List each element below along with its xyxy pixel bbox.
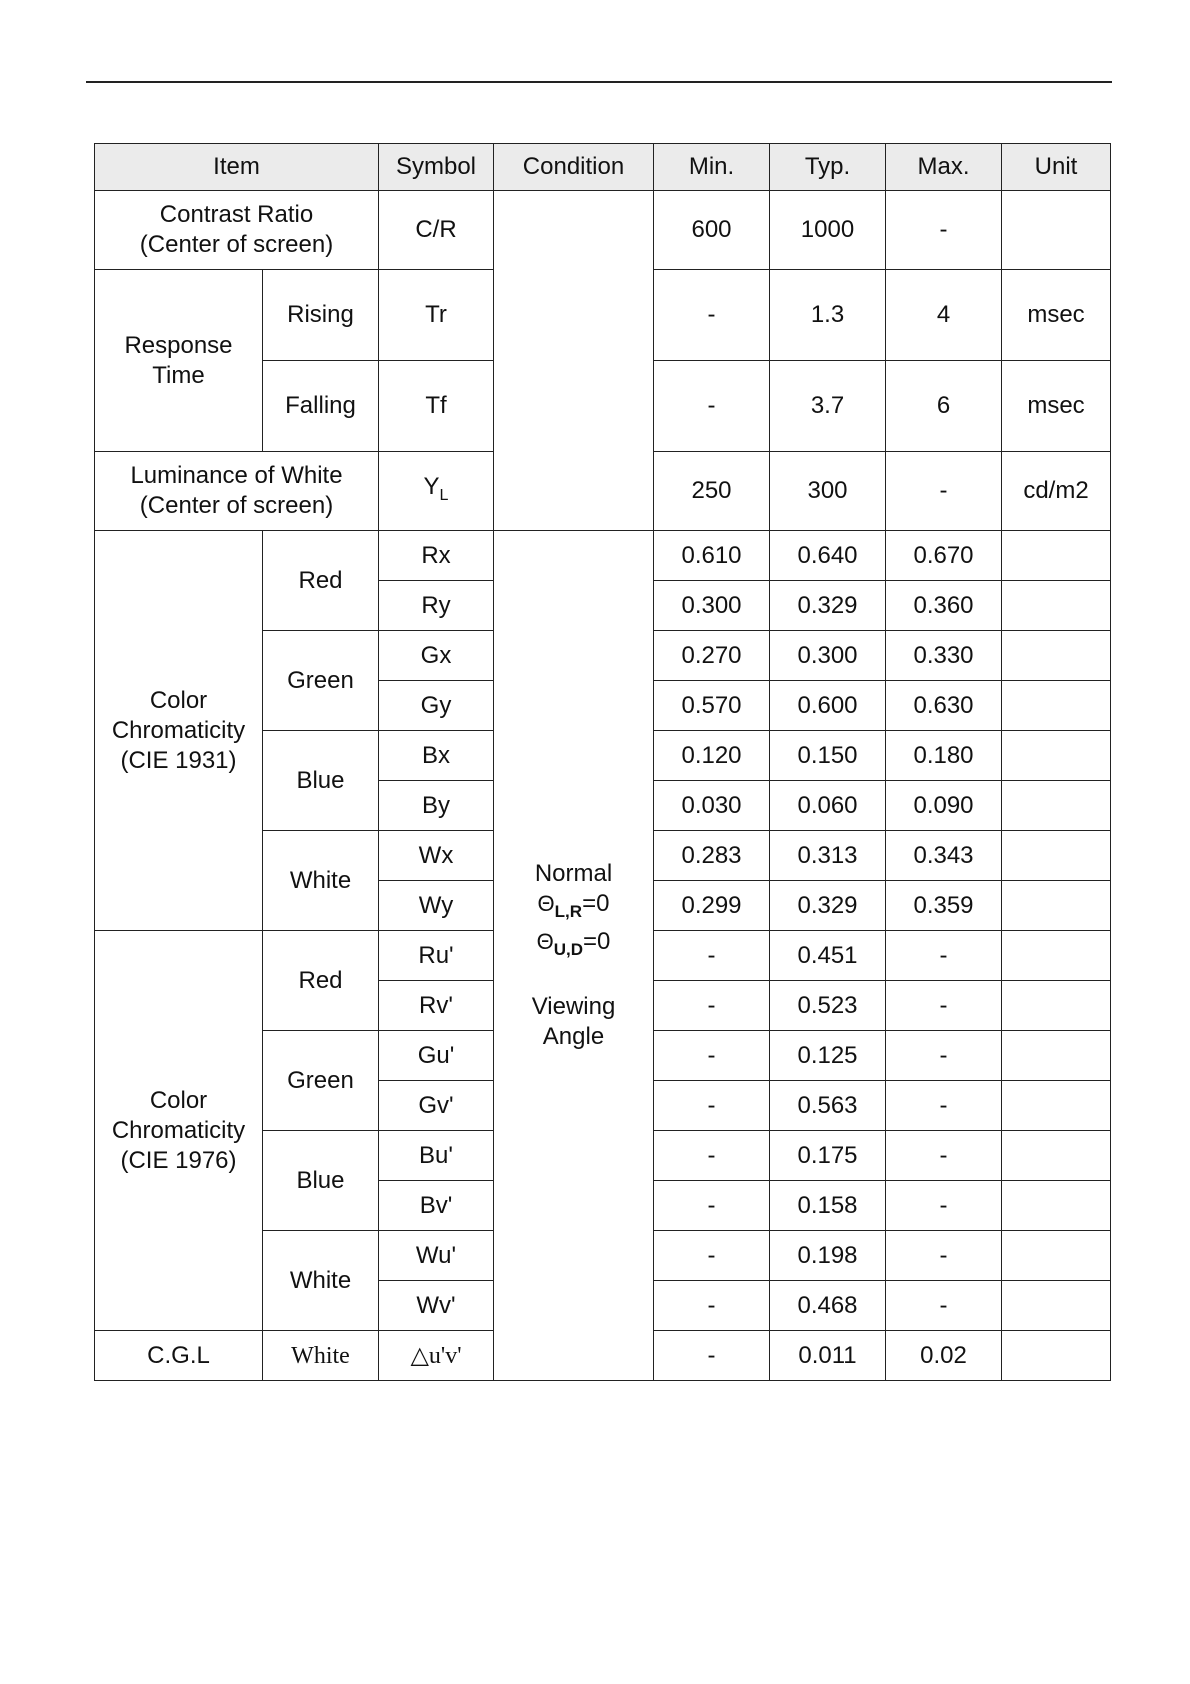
rising-max: 4 (886, 270, 1002, 361)
contrast-item-line1: Contrast Ratio (159, 201, 314, 228)
top-rule (86, 81, 1112, 83)
contrast-row (95, 191, 1111, 270)
condition-cell (494, 531, 654, 1381)
chroma-typ: 0.313 (770, 831, 886, 881)
response-item-line2: Time (152, 361, 205, 389)
header-unit: Unit (1002, 144, 1111, 191)
chroma-color: White (263, 1231, 379, 1331)
chroma-min: - (654, 1031, 770, 1081)
chroma-color: Blue (263, 1131, 379, 1231)
chroma-unit (1002, 1031, 1111, 1081)
chroma-typ: 0.175 (770, 1131, 886, 1181)
chroma-typ: 0.640 (770, 531, 886, 581)
chroma-unit (1002, 981, 1111, 1031)
luminance-min: 250 (654, 452, 770, 531)
contrast-unit (1002, 191, 1111, 270)
cgl-sub: White (263, 1331, 379, 1381)
theta-ud-sub: U,D (553, 939, 584, 959)
chroma-symbol: Gv' (379, 1081, 494, 1131)
chroma-symbol: Wv' (379, 1281, 494, 1331)
chroma-unit (1002, 1231, 1111, 1281)
chroma-min: 0.570 (654, 681, 770, 731)
chroma-typ: 0.329 (770, 881, 886, 931)
luminance-unit: cd/m2 (1002, 452, 1111, 531)
contrast-typ: 1000 (770, 191, 886, 270)
chroma-max: 0.360 (886, 581, 1002, 631)
chroma-min: - (654, 1181, 770, 1231)
chroma-min: 0.283 (654, 831, 770, 881)
chroma-typ: 0.329 (770, 581, 886, 631)
chroma-color: Red (263, 931, 379, 1031)
chroma-typ: 0.158 (770, 1181, 886, 1231)
chroma-typ: 0.060 (770, 781, 886, 831)
falling-symbol: Tf (379, 361, 494, 452)
chroma-unit (1002, 1131, 1111, 1181)
cie1976-label (95, 931, 263, 1331)
chroma-max: 0.359 (886, 881, 1002, 931)
header-max: Max. (886, 144, 1002, 191)
cie1931-label (95, 531, 263, 931)
chroma-max: - (886, 1081, 1002, 1131)
luminance-item-line1: Luminance of White (130, 462, 343, 489)
chroma-symbol: Rv' (379, 981, 494, 1031)
chroma-min: 0.120 (654, 731, 770, 781)
chroma-unit (1002, 831, 1111, 881)
chroma-min: - (654, 1081, 770, 1131)
chroma-symbol: Gx (379, 631, 494, 681)
condition-viewing: Viewing (531, 993, 616, 1021)
chroma-max: 0.180 (886, 731, 1002, 781)
chroma-min: 0.299 (654, 881, 770, 931)
theta-symbol: Θ (536, 928, 554, 954)
header-symbol: Symbol (379, 144, 494, 191)
cie1976-label-line: Color (149, 1086, 208, 1114)
cgl-unit (1002, 1331, 1111, 1381)
chroma-symbol: By (379, 781, 494, 831)
header-min: Min. (654, 144, 770, 191)
chroma-symbol: Bv' (379, 1181, 494, 1231)
chroma-max: - (886, 1281, 1002, 1331)
chroma-min: 0.030 (654, 781, 770, 831)
theta-ud-eq: =0 (583, 927, 611, 955)
condition-theta-ud (498, 927, 649, 965)
luminance-symbol-sub: L (439, 486, 449, 504)
chroma-symbol: Gu' (379, 1031, 494, 1081)
optical-spec-table (94, 143, 1111, 1381)
contrast-min: 600 (654, 191, 770, 270)
cie1931-label-line: Chromaticity (111, 716, 246, 744)
contrast-max: - (886, 191, 1002, 270)
contrast-symbol: C/R (379, 191, 494, 270)
chroma-unit (1002, 531, 1111, 581)
luminance-typ: 300 (770, 452, 886, 531)
condition-normal: Normal (534, 859, 613, 887)
chroma-symbol: Wu' (379, 1231, 494, 1281)
luminance-item-line2: (Center of screen) (139, 492, 334, 519)
chroma-symbol: Ry (379, 581, 494, 631)
chroma-unit (1002, 781, 1111, 831)
cgl-max: 0.02 (886, 1331, 1002, 1381)
chroma-max: - (886, 1131, 1002, 1181)
chroma-max: - (886, 1181, 1002, 1231)
contrast-item (95, 191, 379, 270)
chroma-max: 0.630 (886, 681, 1002, 731)
chroma-max: 0.343 (886, 831, 1002, 881)
chroma-symbol: Bu' (379, 1131, 494, 1181)
cgl-symbol: △u'v' (379, 1331, 494, 1381)
chroma-min: - (654, 1281, 770, 1331)
chroma-typ: 0.468 (770, 1281, 886, 1331)
cgl-item: C.G.L (95, 1331, 263, 1381)
chroma-unit (1002, 1281, 1111, 1331)
rising-symbol: Tr (379, 270, 494, 361)
chroma-max: - (886, 931, 1002, 981)
rising-unit: msec (1002, 270, 1111, 361)
falling-label: Falling (263, 361, 379, 452)
chroma-symbol: Rx (379, 531, 494, 581)
cie1931-label-line: (CIE 1931) (120, 746, 237, 774)
chroma-symbol: Bx (379, 731, 494, 781)
response-item (95, 270, 263, 452)
falling-min: - (654, 361, 770, 452)
chroma-min: - (654, 1131, 770, 1181)
chroma-typ: 0.563 (770, 1081, 886, 1131)
cie1976-label-line: Chromaticity (111, 1116, 246, 1144)
condition-blank (494, 191, 654, 531)
chroma-max: 0.090 (886, 781, 1002, 831)
chroma-unit (1002, 1181, 1111, 1231)
chroma-min: 0.300 (654, 581, 770, 631)
chroma-unit (1002, 1081, 1111, 1131)
chroma-unit (1002, 681, 1111, 731)
chroma-min: 0.610 (654, 531, 770, 581)
theta-lr-eq: =0 (582, 889, 610, 917)
luminance-symbol (379, 452, 494, 531)
chroma-typ: 0.300 (770, 631, 886, 681)
chroma-max: 0.330 (886, 631, 1002, 681)
chroma-typ: 0.150 (770, 731, 886, 781)
header-typ: Typ. (770, 144, 886, 191)
falling-unit: msec (1002, 361, 1111, 452)
chroma-unit (1002, 581, 1111, 631)
chroma-typ: 0.198 (770, 1231, 886, 1281)
condition-gap (498, 964, 649, 992)
cgl-typ: 0.011 (770, 1331, 886, 1381)
chroma-color: Red (263, 531, 379, 631)
luminance-symbol-main: Y (423, 472, 440, 500)
rising-min: - (654, 270, 770, 361)
chroma-min: 0.270 (654, 631, 770, 681)
header-row (95, 144, 1111, 191)
rising-label: Rising (263, 270, 379, 361)
chroma-typ: 0.600 (770, 681, 886, 731)
chroma-unit (1002, 881, 1111, 931)
luminance-item (95, 452, 379, 531)
chroma-color: Blue (263, 731, 379, 831)
theta-lr-sub: L,R (554, 901, 583, 921)
chroma-unit (1002, 931, 1111, 981)
condition-angle: Angle (542, 1023, 605, 1051)
chroma-min: - (654, 931, 770, 981)
chroma-max: - (886, 1231, 1002, 1281)
cie1931-label-line: Color (149, 686, 208, 714)
cgl-min: - (654, 1331, 770, 1381)
chroma-symbol: Gy (379, 681, 494, 731)
condition-theta-lr (498, 889, 649, 927)
chroma-min: - (654, 981, 770, 1031)
chroma-symbol: Wy (379, 881, 494, 931)
chroma-color: Green (263, 631, 379, 731)
chroma-symbol: Ru' (379, 931, 494, 981)
falling-max: 6 (886, 361, 1002, 452)
chroma-color: White (263, 831, 379, 931)
chroma-unit (1002, 731, 1111, 781)
chroma-typ: 0.125 (770, 1031, 886, 1081)
theta-symbol: Θ (537, 890, 555, 916)
chroma-max: - (886, 1031, 1002, 1081)
cie1976-label-line: (CIE 1976) (120, 1146, 237, 1174)
chroma-typ: 0.523 (770, 981, 886, 1031)
header-item: Item (95, 144, 379, 191)
response-item-line1: Response (124, 331, 233, 359)
falling-typ: 3.7 (770, 361, 886, 452)
luminance-max: - (886, 452, 1002, 531)
chroma-min: - (654, 1231, 770, 1281)
chroma-typ: 0.451 (770, 931, 886, 981)
chroma-max: - (886, 981, 1002, 1031)
header-condition: Condition (494, 144, 654, 191)
chroma-max: 0.670 (886, 531, 1002, 581)
chroma-row (95, 531, 1111, 581)
chroma-color: Green (263, 1031, 379, 1131)
contrast-item-line2: (Center of screen) (139, 231, 334, 258)
rising-typ: 1.3 (770, 270, 886, 361)
chroma-unit (1002, 631, 1111, 681)
chroma-symbol: Wx (379, 831, 494, 881)
